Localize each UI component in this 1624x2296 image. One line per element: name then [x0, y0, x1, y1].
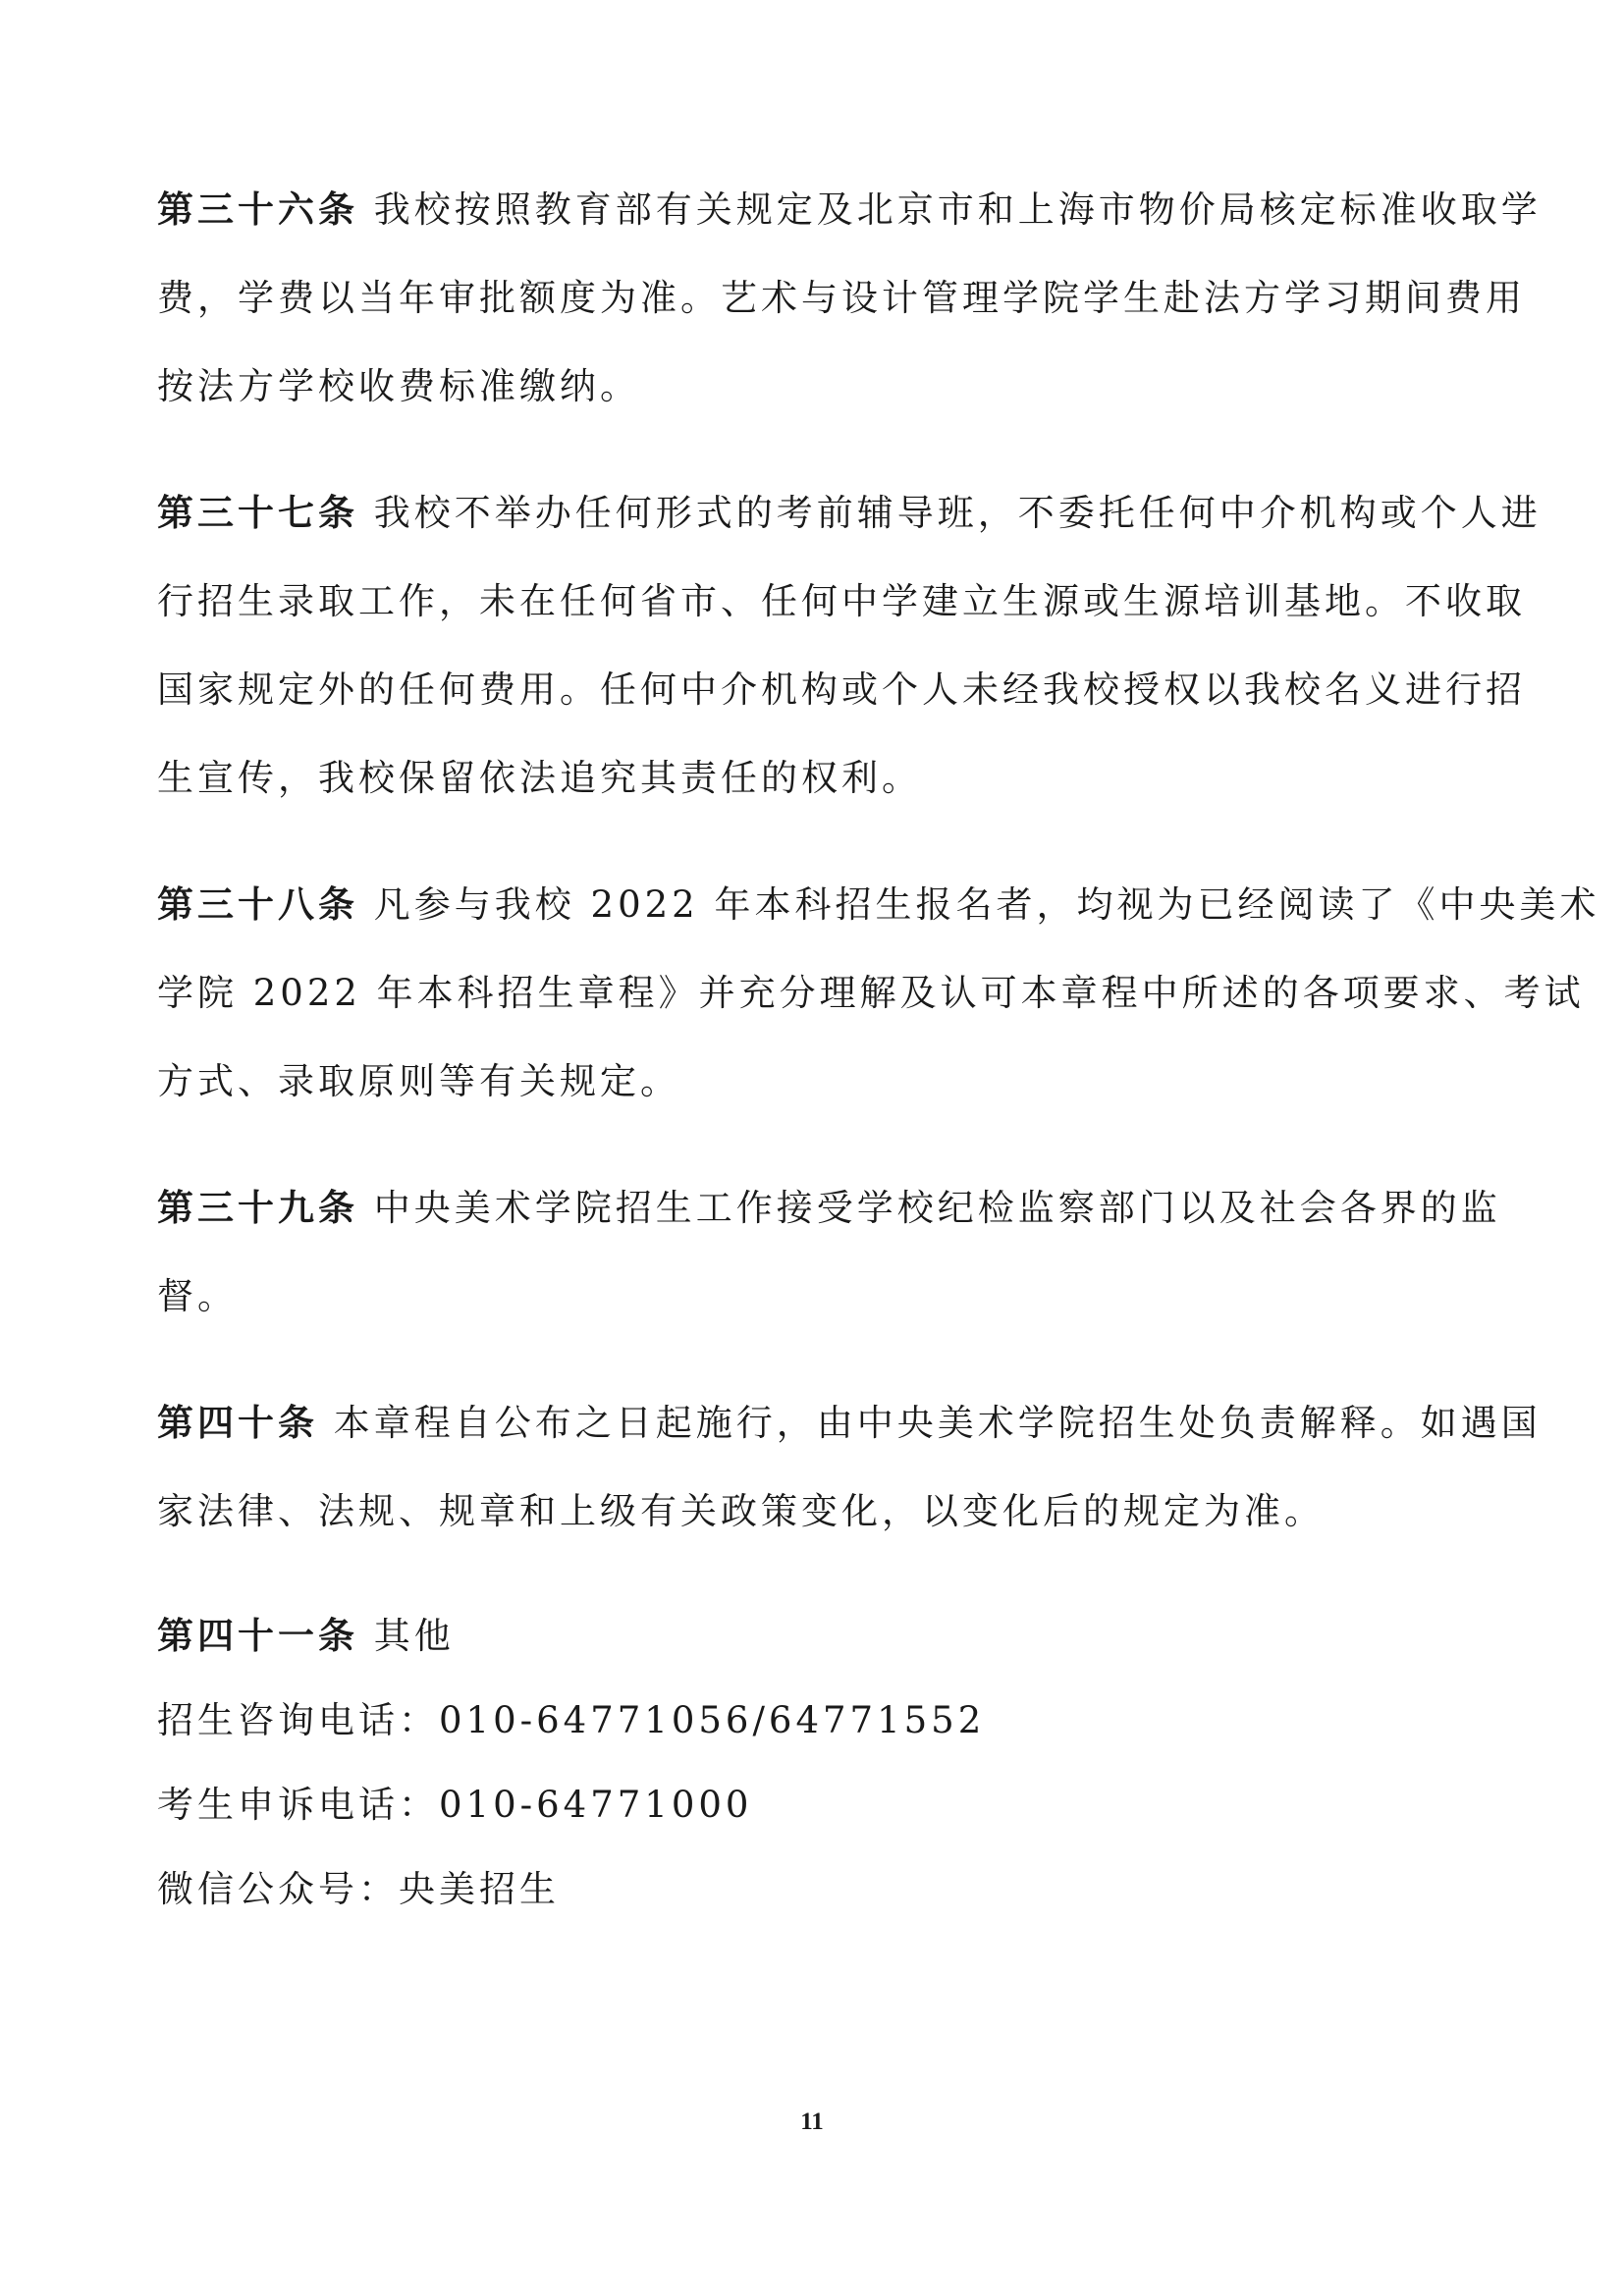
article-heading: 第四十一条	[157, 1614, 358, 1657]
article-line: 学院 2022 年本科招生章程》并充分理解及认可本章程中所述的各项要求、考试	[157, 972, 1585, 1014]
article-line: 第三十八条 凡参与我校 2022 年本科招生报名者，均视为已经阅读了《中央美术	[157, 882, 1600, 926]
article-heading: 第三十六条	[157, 187, 358, 231]
article-41	[157, 1593, 1483, 1932]
consult-phone-line	[157, 1679, 1483, 1763]
appeal-phone-line	[157, 1763, 1483, 1847]
appeal-phone-label: 考生申诉电话：	[157, 1784, 439, 1826]
consult-phone-label: 招生咨询电话：	[157, 1699, 439, 1741]
article-39	[157, 1163, 1501, 1341]
article-line: 第三十六条 我校按照教育部有关规定及北京市和上海市物价局核定标准收取学	[157, 187, 1542, 231]
article-line: 费，学费以当年审批额度为准。艺术与设计管理学院学生赴法方学习期间费用	[157, 277, 1526, 319]
page-number: 11	[800, 2109, 824, 2135]
article-line: 生宣传，我校保留依法追究其责任的权利。	[157, 757, 922, 799]
document-body	[157, 165, 1600, 1932]
article-40	[157, 1378, 1542, 1556]
article-line: 行招生录取工作，未在任何省市、任何中学建立生源或生源培训基地。不收取	[157, 580, 1526, 622]
wechat-value: 央美招生	[399, 1868, 560, 1910]
article-38	[157, 860, 1600, 1126]
article-line: 方式、录取原则等有关规定。	[157, 1060, 680, 1102]
article-heading: 第四十条	[157, 1401, 318, 1444]
article-heading: 第三十八条	[157, 882, 358, 926]
article-line: 第三十九条 中央美术学院招生工作接受学校纪检监察部门以及社会各界的监	[157, 1186, 1501, 1229]
consult-phone-value: 010-64771056/64771552	[439, 1699, 986, 1741]
article-heading: 第三十七条	[157, 491, 358, 534]
article-37	[157, 468, 1542, 823]
article-line: 家法律、法规、规章和上级有关政策变化，以变化后的规定为准。	[157, 1490, 1325, 1532]
article-line: 国家规定外的任何费用。任何中介机构或个人未经我校授权以我校名义进行招	[157, 668, 1526, 711]
wechat-label: 微信公众号：	[157, 1868, 399, 1910]
article-36	[157, 165, 1542, 431]
article-line: 按法方学校收费标准缴纳。	[157, 365, 640, 407]
wechat-line	[157, 1847, 1483, 1932]
article-line: 第四十一条 其他	[157, 1614, 455, 1657]
article-line: 督。	[157, 1275, 238, 1317]
article-line: 第三十七条 我校不举办任何形式的考前辅导班，不委托任何中介机构或个人进	[157, 491, 1542, 534]
appeal-phone-value: 010-64771000	[439, 1784, 753, 1826]
article-line: 第四十条 本章程自公布之日起施行，由中央美术学院招生处负责解释。如遇国	[157, 1401, 1542, 1444]
article-heading: 第三十九条	[157, 1186, 358, 1229]
